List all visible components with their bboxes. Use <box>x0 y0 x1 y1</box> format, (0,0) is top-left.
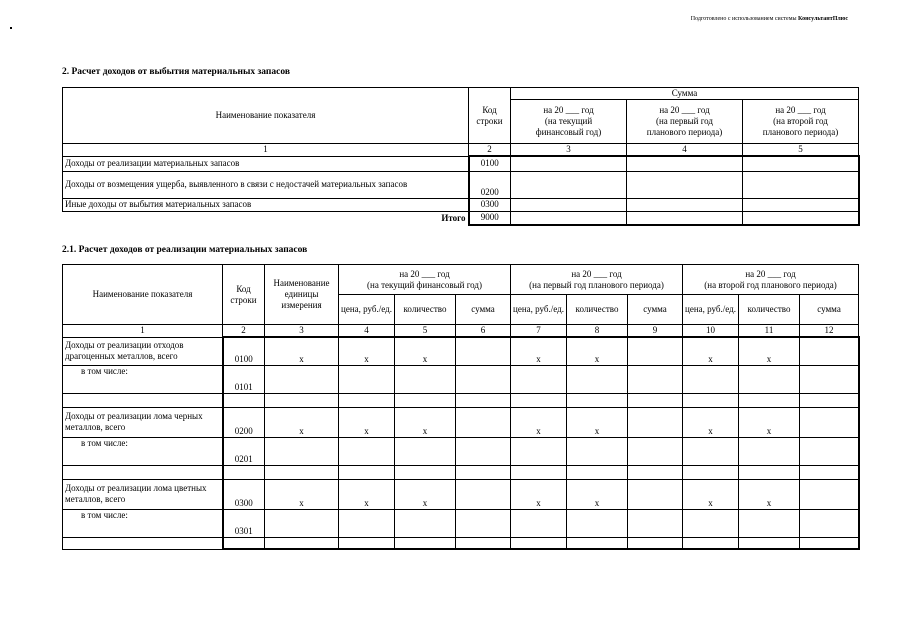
t2-sub-sum: сумма <box>628 295 683 325</box>
table-row: Доходы от возмещения ущерба, выявленного в связи с недостачей материальных запасов 0200 <box>63 171 859 198</box>
t2-head-name: Наименование показателя <box>63 265 223 325</box>
t2-head-unit: Наименование единицы измерения <box>265 265 339 325</box>
table-income-sales <box>62 264 860 550</box>
table-row: в том числе: 0301 <box>63 509 859 537</box>
table-row: Доходы от реализации лома черных металлов, всего 0200 x x x x x x x <box>63 407 859 437</box>
t2-sub-qty: количество <box>739 295 800 325</box>
table-row: Доходы от реализации материальных запасов 0100 <box>63 156 859 171</box>
table-total-row: Итого 9000 <box>63 211 859 225</box>
scan-dot <box>10 27 12 29</box>
table-row <box>63 537 859 549</box>
t1-period-1: на 20 ___ год (на текущий финансовый год) <box>511 100 627 144</box>
t2-period-1: на 20 ___ год (на текущий финансовый год) <box>339 265 511 295</box>
t2-sub-price: цена, руб./ед. <box>683 295 739 325</box>
header-note <box>610 16 848 22</box>
t2-sub-qty: количество <box>567 295 628 325</box>
t2-sub-price: цена, руб./ед. <box>339 295 395 325</box>
table-row: Доходы от реализации лома цветных металлов, всего 0300 x x x x x x x <box>63 479 859 509</box>
table-row: Доходы от реализации отходов драгоценных металлов, всего 0100 x x x x x x x <box>63 337 859 365</box>
t2-head-code: Код строки <box>223 265 265 325</box>
table-income-disposal <box>62 87 860 226</box>
header-note-brand: КонсультантПлюс <box>798 16 848 22</box>
table-row <box>63 393 859 407</box>
t1-head-code: Код строки <box>469 88 511 144</box>
table-row <box>63 465 859 479</box>
section2-title: 2.1. Расчет доходов от реализации материальных запасов <box>62 245 308 255</box>
t1-num-row: 1 2 3 4 5 <box>63 144 859 157</box>
t2-sub-qty: количество <box>395 295 456 325</box>
table-row: в том числе: 0101 <box>63 365 859 393</box>
header-note-prefix: Подготовлено с использованием системы <box>690 16 799 22</box>
table-row: Иные доходы от выбытия материальных запасов 0300 <box>63 198 859 211</box>
t1-period-3: на 20 ___ год (на второй год планового периода) <box>743 100 859 144</box>
t2-sub-sum: сумма <box>456 295 511 325</box>
t2-num-row: 1 2 3 4 5 6 7 8 9 10 11 12 <box>63 325 859 338</box>
t2-period-3: на 20 ___ год (на второй год планового периода) <box>683 265 859 295</box>
t1-period-2: на 20 ___ год (на первый год планового периода) <box>627 100 743 144</box>
t2-sub-sum: сумма <box>800 295 859 325</box>
table-row: в том числе: 0201 <box>63 437 859 465</box>
t2-sub-price: цена, руб./ед. <box>511 295 567 325</box>
t2-period-2: на 20 ___ год (на первый год планового периода) <box>511 265 683 295</box>
section1-title: 2. Расчет доходов от выбытия материальных запасов <box>62 67 291 77</box>
t1-head-sum: Сумма <box>511 88 859 100</box>
t1-head-name: Наименование показателя <box>63 88 469 144</box>
